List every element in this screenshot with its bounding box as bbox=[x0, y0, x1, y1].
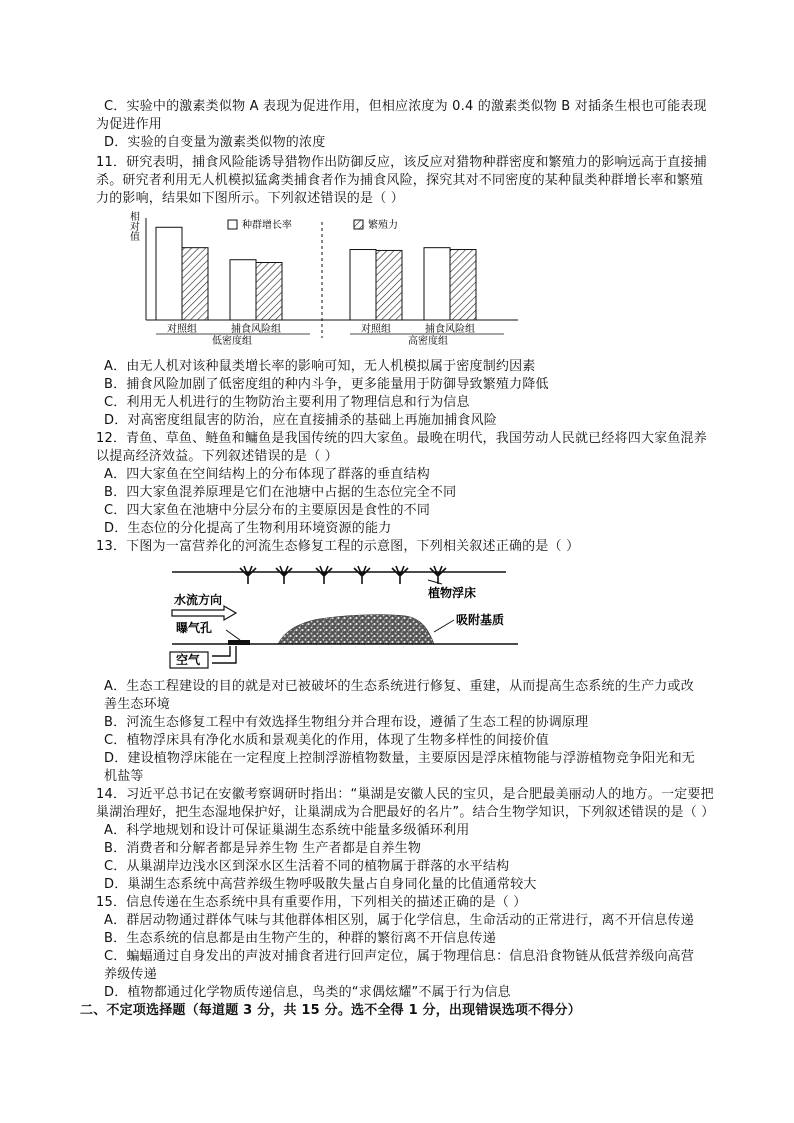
bar-growth-rate-1 bbox=[156, 227, 182, 320]
floating-plant-icons bbox=[240, 566, 446, 584]
legend-label-fertility: 繁殖力 bbox=[368, 220, 398, 231]
bar-fertility-3 bbox=[376, 250, 402, 320]
q14-option-c: C．从巢湖岸边浅水区到深水区生活着不同的植物属于群落的水平结构 bbox=[104, 859, 510, 874]
aerator-icon bbox=[228, 640, 250, 645]
q12-option-c: C．四大家鱼在池塘中分层分布的主要原因是食性的不同 bbox=[104, 503, 431, 518]
legend-swatch-fertility bbox=[354, 220, 363, 229]
category-label-3: 对照组 bbox=[361, 324, 391, 335]
q11-stem-3: 力的影响，结果如下图所示。下列叙述错误的是（ ） bbox=[96, 191, 404, 206]
group-label-high: 高密度组 bbox=[408, 336, 448, 346]
bar-fertility-1 bbox=[182, 248, 208, 320]
q12-stem-1: 12．青鱼、草鱼、鲢鱼和鳙鱼是我国传统的四大家鱼。最晚在明代，我国劳动人民就已经将四大家鱼混养 bbox=[96, 431, 707, 446]
y-label-char-2: 对 bbox=[130, 222, 140, 233]
q15-option-b: B．生态系统的信息都是由生物产生的，种群的繁衍离不开信息传递 bbox=[104, 931, 496, 946]
q12-option-d: D．生态位的分化提高了生物利用环境资源的能力 bbox=[104, 521, 392, 536]
label-plant-raft: 植物浮床 bbox=[428, 586, 477, 600]
q13-option-b: B．河流生态修复工程中有效选择生物组分并合理布设，遵循了生态工程的协调原理 bbox=[104, 715, 589, 730]
q13-option-c: C．植物浮床具有净化水质和景观美化的作用，体现了生物多样性的间接价值 bbox=[104, 733, 549, 748]
bar-growth-rate-2 bbox=[230, 260, 256, 320]
q12-option-a: A．四大家鱼在空间结构上的分布体现了群落的垂直结构 bbox=[104, 467, 430, 482]
q13-river-diagram bbox=[166, 560, 520, 676]
q11-stem-1: 11．研究表明，捕食风险能诱导猎物作出防御反应，该反应对猎物种群密度和繁殖力的影响远高于直接捕 bbox=[96, 155, 707, 170]
q12-stem-2: 以提高经济效益。下列叙述错误的是（ ） bbox=[96, 449, 338, 464]
q11-option-d: D．对高密度组鼠害的防治，应在直接捕杀的基础上再施加捕食风险 bbox=[104, 413, 498, 428]
label-air: 空气 bbox=[176, 653, 201, 667]
aerator-pointer bbox=[226, 630, 240, 640]
label-substrate: 吸附基质 bbox=[456, 613, 505, 627]
q11-bar-chart bbox=[116, 210, 526, 346]
q14-option-a: A．科学地规划和设计可保证巢湖生态系统中能量多级循环利用 bbox=[104, 823, 470, 838]
q15-option-d: D．植物都通过化学物质传递信息，鸟类的“求偶炫耀”不属于行为信息 bbox=[104, 985, 511, 1000]
bar-growth-rate-4 bbox=[424, 248, 450, 320]
bar-fertility-4 bbox=[450, 250, 476, 320]
bar-growth-rate-3 bbox=[350, 250, 376, 320]
q11-stem-2: 杀。研究者利用无人机模拟猛禽类捕食者作为捕食风险，探究其对不同密度的某种鼠类种群增长率和繁殖 bbox=[96, 173, 704, 188]
q10-option-d: D．实验的自变量为激素类似物的浓度 bbox=[104, 135, 326, 150]
air-pipe bbox=[212, 646, 236, 663]
q10-option-c-cont: 为促进作用 bbox=[96, 117, 163, 132]
category-label-1: 对照组 bbox=[167, 324, 197, 335]
q12-option-b: B．四大家鱼混养原理是它们在池塘中占据的生态位完全不同 bbox=[104, 485, 457, 500]
q13-option-a: A．生态工程建设的目的就是对已被破坏的生态系统进行修复、重建，从而提高生态系统的生产力或改 bbox=[104, 679, 694, 694]
q14-stem-2: 巢湖治理好，把生态湿地保护好，让巢湖成为合肥最好的名片”。结合生物学知识，下列叙述错误的是（ ） bbox=[96, 805, 715, 820]
q13-option-a-cont: 善生态环境 bbox=[104, 697, 171, 712]
q14-stem-1: 14．习近平总书记在安徽考察调研时指出：“巢湖是安徽人民的宝贝，是合肥最美丽动人的地方。一定要把 bbox=[96, 787, 714, 802]
q13-option-d: D．建设植物浮床能在一定程度上控制浮游植物数量，主要原因是浮床植物能与浮游植物竞争阳光和无 bbox=[104, 751, 696, 766]
bar-fertility-2 bbox=[256, 263, 282, 320]
section-2-heading: 二、不定项选择题（每道题 3 分，共 15 分。选不全得 1 分，出现错误选项不得分） bbox=[80, 1003, 581, 1018]
label-flow-direction: 水流方向 bbox=[174, 593, 223, 607]
q10-option-c: C．实验中的激素类似物 A 表现为促进作用，但相应浓度为 0.4 的激素类似物 B 对插条生根也可能表现 bbox=[104, 99, 707, 114]
legend-label-growth: 种群增长率 bbox=[242, 220, 292, 231]
substrate-pointer bbox=[434, 620, 454, 632]
q13-option-d-cont: 机盐等 bbox=[104, 769, 144, 784]
flow-arrow-icon bbox=[172, 606, 236, 620]
category-label-2: 捕食风险组 bbox=[231, 324, 281, 335]
q15-option-c: C．蝙蝠通过自身发出的声波对捕食者进行回声定位，属于物理信息：信息沿食物链从低营养级向高营 bbox=[104, 949, 695, 964]
legend-swatch-growth bbox=[228, 220, 237, 229]
y-label-char-3: 值 bbox=[130, 232, 140, 243]
q15-stem: 15．信息传递在生态系统中具有重要作用，下列相关的描述正确的是（ ） bbox=[96, 895, 527, 910]
q11-option-a: A．由无人机对该种鼠类增长率的影响可知，无人机模拟属于密度制约因素 bbox=[104, 359, 536, 374]
label-aerator: 曝气孔 bbox=[176, 621, 213, 635]
q14-option-d: D．巢湖生态系统中高营养级生物呼吸散失量占自身同化量的比值通常较大 bbox=[104, 877, 537, 892]
q13-stem: 13．下图为一富营养化的河流生态修复工程的示意图，下列相关叙述正确的是（ ） bbox=[96, 539, 580, 554]
q11-option-b: B．捕食风险加剧了低密度组的种内斗争，更多能量用于防御导致繁殖力降低 bbox=[104, 377, 549, 392]
q11-option-c: C．利用无人机进行的生物防治主要利用了物理信息和行为信息 bbox=[104, 395, 470, 410]
raft-pointer bbox=[428, 580, 442, 584]
y-label-char-1: 相 bbox=[130, 212, 140, 223]
category-label-4: 捕食风险组 bbox=[425, 324, 475, 335]
adsorption-substrate bbox=[278, 615, 434, 644]
q15-option-c-cont: 养级传递 bbox=[104, 967, 157, 982]
y-axis-label bbox=[130, 210, 140, 243]
q14-option-b: B．消费者和分解者都是异养生物 生产者都是自养生物 bbox=[104, 841, 422, 856]
q15-option-a: A．群居动物通过群体气味与其他群体相区别，属于化学信息，生命活动的正常进行，离不开信息传递 bbox=[104, 913, 694, 928]
group-label-low: 低密度组 bbox=[212, 336, 252, 346]
